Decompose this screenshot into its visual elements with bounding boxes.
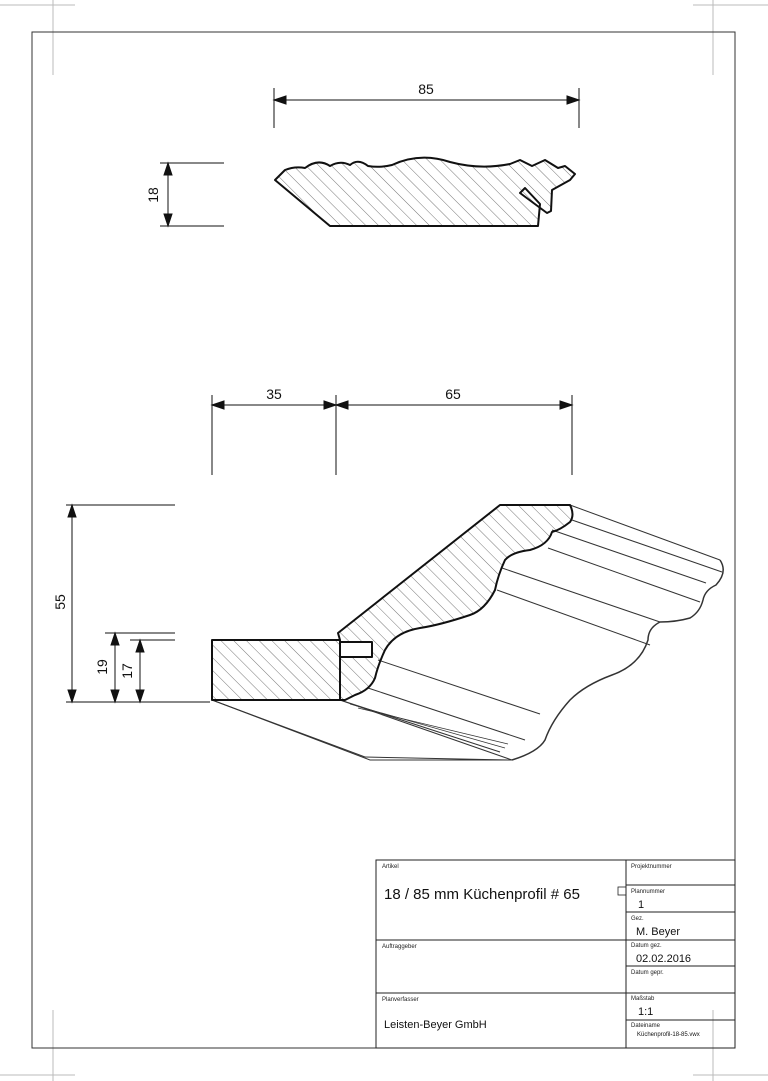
bottom-profile-section: [212, 505, 573, 700]
tb-projektnummer-label: Projektnummer: [631, 864, 672, 870]
tb-plannummer-value: 1: [638, 899, 645, 911]
tb-plannummer-label: Plannummer: [631, 889, 666, 895]
tb-massstab-label: Maßstab: [631, 996, 655, 1002]
dim-label-65: 65: [445, 386, 461, 402]
tb-datum-gez-value: 02.02.2016: [636, 953, 692, 965]
tb-planverfasser-label: Planverfasser: [382, 997, 419, 1003]
tb-massstab-value: 1:1: [638, 1006, 654, 1018]
tb-artikel-value: 18 / 85 mm Küchenprofil # 65: [384, 886, 580, 903]
dimension-bottom-heights: [66, 505, 210, 702]
tb-datum-gepr-label: Datum gepr.: [631, 970, 664, 976]
tb-datum-gez-label: Datum gez.: [631, 943, 662, 949]
tb-dateiname-label: Dateiname: [631, 1023, 661, 1029]
tb-artikel-label: Artikel: [382, 864, 399, 870]
tb-auftraggeber-label: Auftraggeber: [382, 944, 417, 950]
dimension-bottom-widths: [212, 395, 572, 475]
tb-gez-value: M. Beyer: [636, 926, 681, 938]
tb-gez-label: Gez.: [631, 916, 644, 922]
tb-planverfasser-value: Leisten-Beyer GmbH: [384, 1019, 487, 1031]
dim-label-17: 17: [119, 663, 135, 679]
tb-dateiname-value: Küchenprofil-18-85.vwx: [637, 1032, 700, 1038]
dim-label-85: 85: [418, 81, 434, 97]
dim-label-19: 19: [94, 659, 110, 675]
dim-label-35: 35: [266, 386, 282, 402]
dim-label-18: 18: [145, 187, 161, 203]
top-profile-section: [275, 158, 575, 226]
dimension-top-height: [160, 163, 224, 226]
dim-label-55: 55: [52, 594, 68, 610]
